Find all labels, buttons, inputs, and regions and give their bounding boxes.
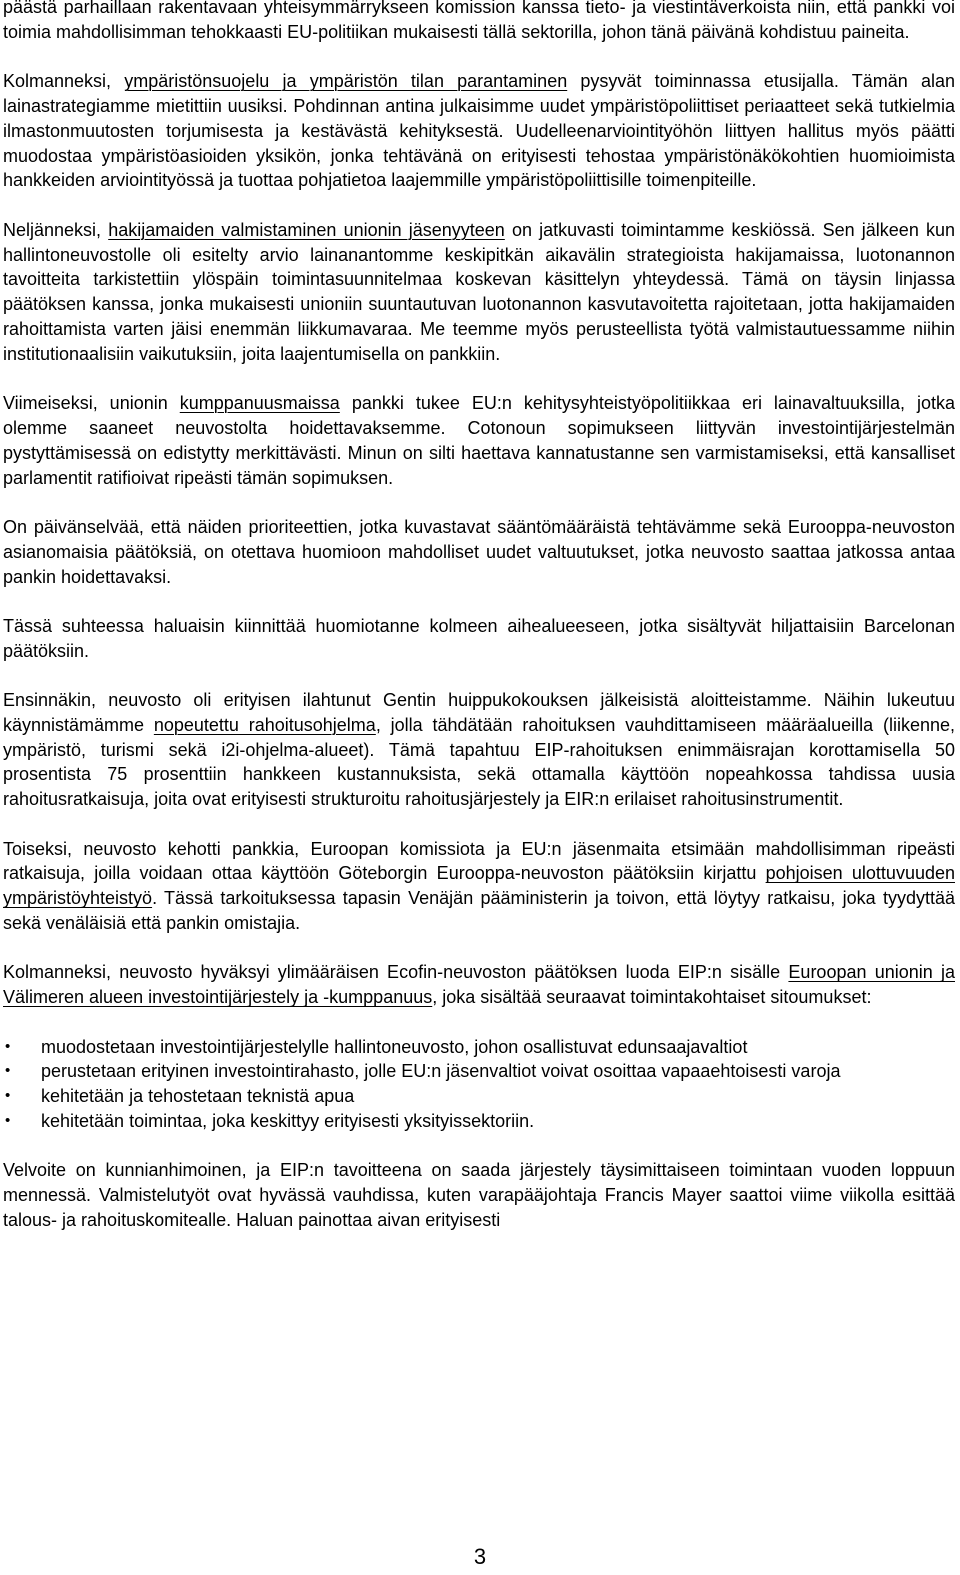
bullet-icon: • xyxy=(5,1062,11,1080)
paragraph xyxy=(3,688,955,812)
list-item xyxy=(3,1059,955,1084)
text-run: Ensinnäkin, neuvosto oli erityisen ilahtunut Gentin huippukokouksen jälkeisistä aloitteistamme. Näihin lukeutuu käynnistämämme xyxy=(3,690,955,735)
text-run: Viimeiseksi, unionin xyxy=(3,393,180,414)
text-run: Toiseksi, neuvosto kehotti pankkia, Euroopan komissiota ja EU:n jäsenmaita etsimään mahdollisimman ripeästi ratkaisuja, joilla voidaan ottaa käyttöön Göteborgin Eurooppa-neuvoston päätöksiin kirjattu xyxy=(3,838,955,884)
text-run: Neljänneksi, xyxy=(3,219,109,240)
paragraph xyxy=(3,391,955,490)
paragraph xyxy=(3,69,955,193)
underlined-phrase: Euroopan unionin ja Välimeren alueen investointijärjestely ja -kumppanuus xyxy=(3,962,955,1008)
bullet-icon: • xyxy=(5,1037,11,1055)
document-body xyxy=(3,0,955,1257)
paragraphs xyxy=(3,0,955,1010)
text-run: päästä parhaillaan rakentavaan yhteisymmärrykseen komission kanssa tieto- ja viestintäverkoista niin, että pankki voi toimia mahdollisimman tehokkaasti EU-politiikan mukaisesti tällä sektorilla, johon tänä päivänä kohdistuu paineita. xyxy=(3,0,955,42)
underlined-phrase: hakijamaiden valmistaminen unionin jäsenyyteen xyxy=(108,219,505,240)
paragraph xyxy=(3,218,955,367)
commitments-list xyxy=(3,1035,955,1134)
bullet-icon: • xyxy=(5,1087,11,1105)
text-run: Kolmanneksi, xyxy=(3,71,125,92)
paragraph xyxy=(3,0,955,45)
text-run: pysyvät toiminnassa etusijalla. Tämän alan lainastrategiamme mietittiin uusiksi. Pohdinnan antina julkaisimme uudet ympäristöpoliittiset periaatteet sekä tutkielmia ilmastonmuutosten torjumisesta ja kestävästä kehityksestä. Uudelleenarviointityöhön liittyen hallitus myös päätti muodostaa ympäristöasioiden yksikön, jonka tehtävänä on erityisesti tehostaa ympäristönäkökohtien huomioimista hankkeiden arviointityössä ja tuottaa pohjatietoa laajemmille ympäristöpoliittisille toimenpiteille. xyxy=(3,71,955,191)
paragraph xyxy=(3,614,955,664)
page-number: 3 xyxy=(473,1544,487,1569)
list-item xyxy=(3,1109,955,1134)
paragraph xyxy=(3,960,955,1010)
list-item-text: muodostetaan investointijärjestelylle hallintoneuvosto, johon osallistuvat edunsaajavaltiot xyxy=(41,1036,748,1057)
text-run: , jolla tähdätään rahoituksen vauhdittamiseen määräalueilla (liikenne, ympäristö, turismi sekä i2i-ohjelma-alueet). Tämä tapahtuu EIP-rahoituksen enimmäisrajan korottamisella 50 prosentista 75 prosenttiin hankkeen kustannuksista, sekä ottamalla käyttöön nopeahkossa tahdissa uusia rahoitusratkaisuja, joita ovat erityisesti strukturoitu rahoitusjärjestely ja EIR:n erilaiset rahoitusinstrumentit. xyxy=(3,714,955,810)
text-run: Kolmanneksi, neuvosto hyväksyi ylimääräisen Ecofin-neuvoston päätöksen luoda EIP:n sisälle xyxy=(3,962,789,983)
text-run: on jatkuvasti toimintamme keskiössä. Sen jälkeen kun hallintoneuvostolle oli esitelty arvio lainanantomme keskipitkän aikavälin strategioista hakijamaissa, luotonannon tavoitteita tarkistettiin ylöspäin toimintasuunnitelmaa koskevan käsittelyn yhteydessä. Tämä on täysin linjassa päätöksen kanssa, jonka mukaisesti unioniin suuntautuvan luotonannon kasvutavoitetta rajoitetaan, jotta hakijamaiden rahoittamista varten jäisi enemmän liikkumavaraa. Me teemme myös perusteellista työtä valmistautuessamme niihin institutionaalisiin vaikutuksiin, joita laajentumisella on pankkiin. xyxy=(3,219,955,364)
underlined-phrase: kumppanuusmaissa xyxy=(179,393,340,414)
paragraph xyxy=(3,515,955,589)
text-run: On päivänselvää, että näiden prioriteettien, jotka kuvastavat sääntömääräistä tehtävämme sekä Eurooppa-neuvoston asianomaisia päätöksiä, on otettava huomioon mahdolliset uudet valtuutukset, jotka neuvosto saattaa jatkossa antaa pankin hoidettavaksi. xyxy=(3,516,955,587)
closing-paragraph: Velvoite on kunnianhimoinen, ja EIP:n tavoitteena on saada järjestely täysimittaiseen toimintaan vuoden loppuun mennessä. Valmistelutyöt ovat hyvässä vauhdissa, kuten varapääjohtaja Francis Mayer saattoi viime viikolla esittää talous- ja rahoituskomitealle. Haluan painottaa aivan erityisesti xyxy=(3,1160,955,1231)
text-run: . Tässä tarkoituksessa tapasin Venäjän pääministerin ja toivon, että löytyy ratkaisu, joka tyydyttää sekä venäläisiä että pankin omistajia. xyxy=(3,888,955,934)
list-item xyxy=(3,1035,955,1060)
list-item-text: kehitetään toimintaa, joka keskittyy erityisesti yksityissektoriin. xyxy=(41,1111,535,1132)
list-item-text: perustetaan erityinen investointirahasto, jolle EU:n jäsenvaltiot voivat osoittaa vapaaehtoisesti varoja xyxy=(41,1061,841,1082)
text-run: , joka sisältää seuraavat toimintakohtaiset sitoumukset: xyxy=(432,987,872,1008)
bullet-icon: • xyxy=(5,1112,11,1130)
list-item xyxy=(3,1084,955,1109)
underlined-phrase: nopeutettu rahoitusohjelma xyxy=(153,714,376,735)
text-run: Tässä suhteessa haluaisin kiinnittää huomiotanne kolmeen aihealueeseen, jotka sisältyvät hiljattaisiin Barcelonan päätöksiin. xyxy=(3,615,955,661)
text-run: pankki tukee EU:n kehitysyhteistyöpolitiikkaa eri lainavaltuuksilla, jotka olemme saaneet neuvostolta hoidettavaksemme. Cotonoun sopimukseen liittyvän investointijärjestelmän pystyttämisessä on edistytty merkittävästi. Minun on silti haettava kannatustanne sen varmistamiseksi, että kansalliset parlamentit ratifioivat ripeästi tämän sopimuksen. xyxy=(3,393,956,488)
paragraph xyxy=(3,837,955,936)
underlined-phrase: pohjoisen ulottuvuuden ympäristöyhteistyö xyxy=(3,863,955,909)
list-item-text: kehitetään ja tehostetaan teknistä apua xyxy=(41,1086,355,1107)
underlined-phrase: ympäristönsuojelu ja ympäristön tilan parantaminen xyxy=(124,71,568,92)
